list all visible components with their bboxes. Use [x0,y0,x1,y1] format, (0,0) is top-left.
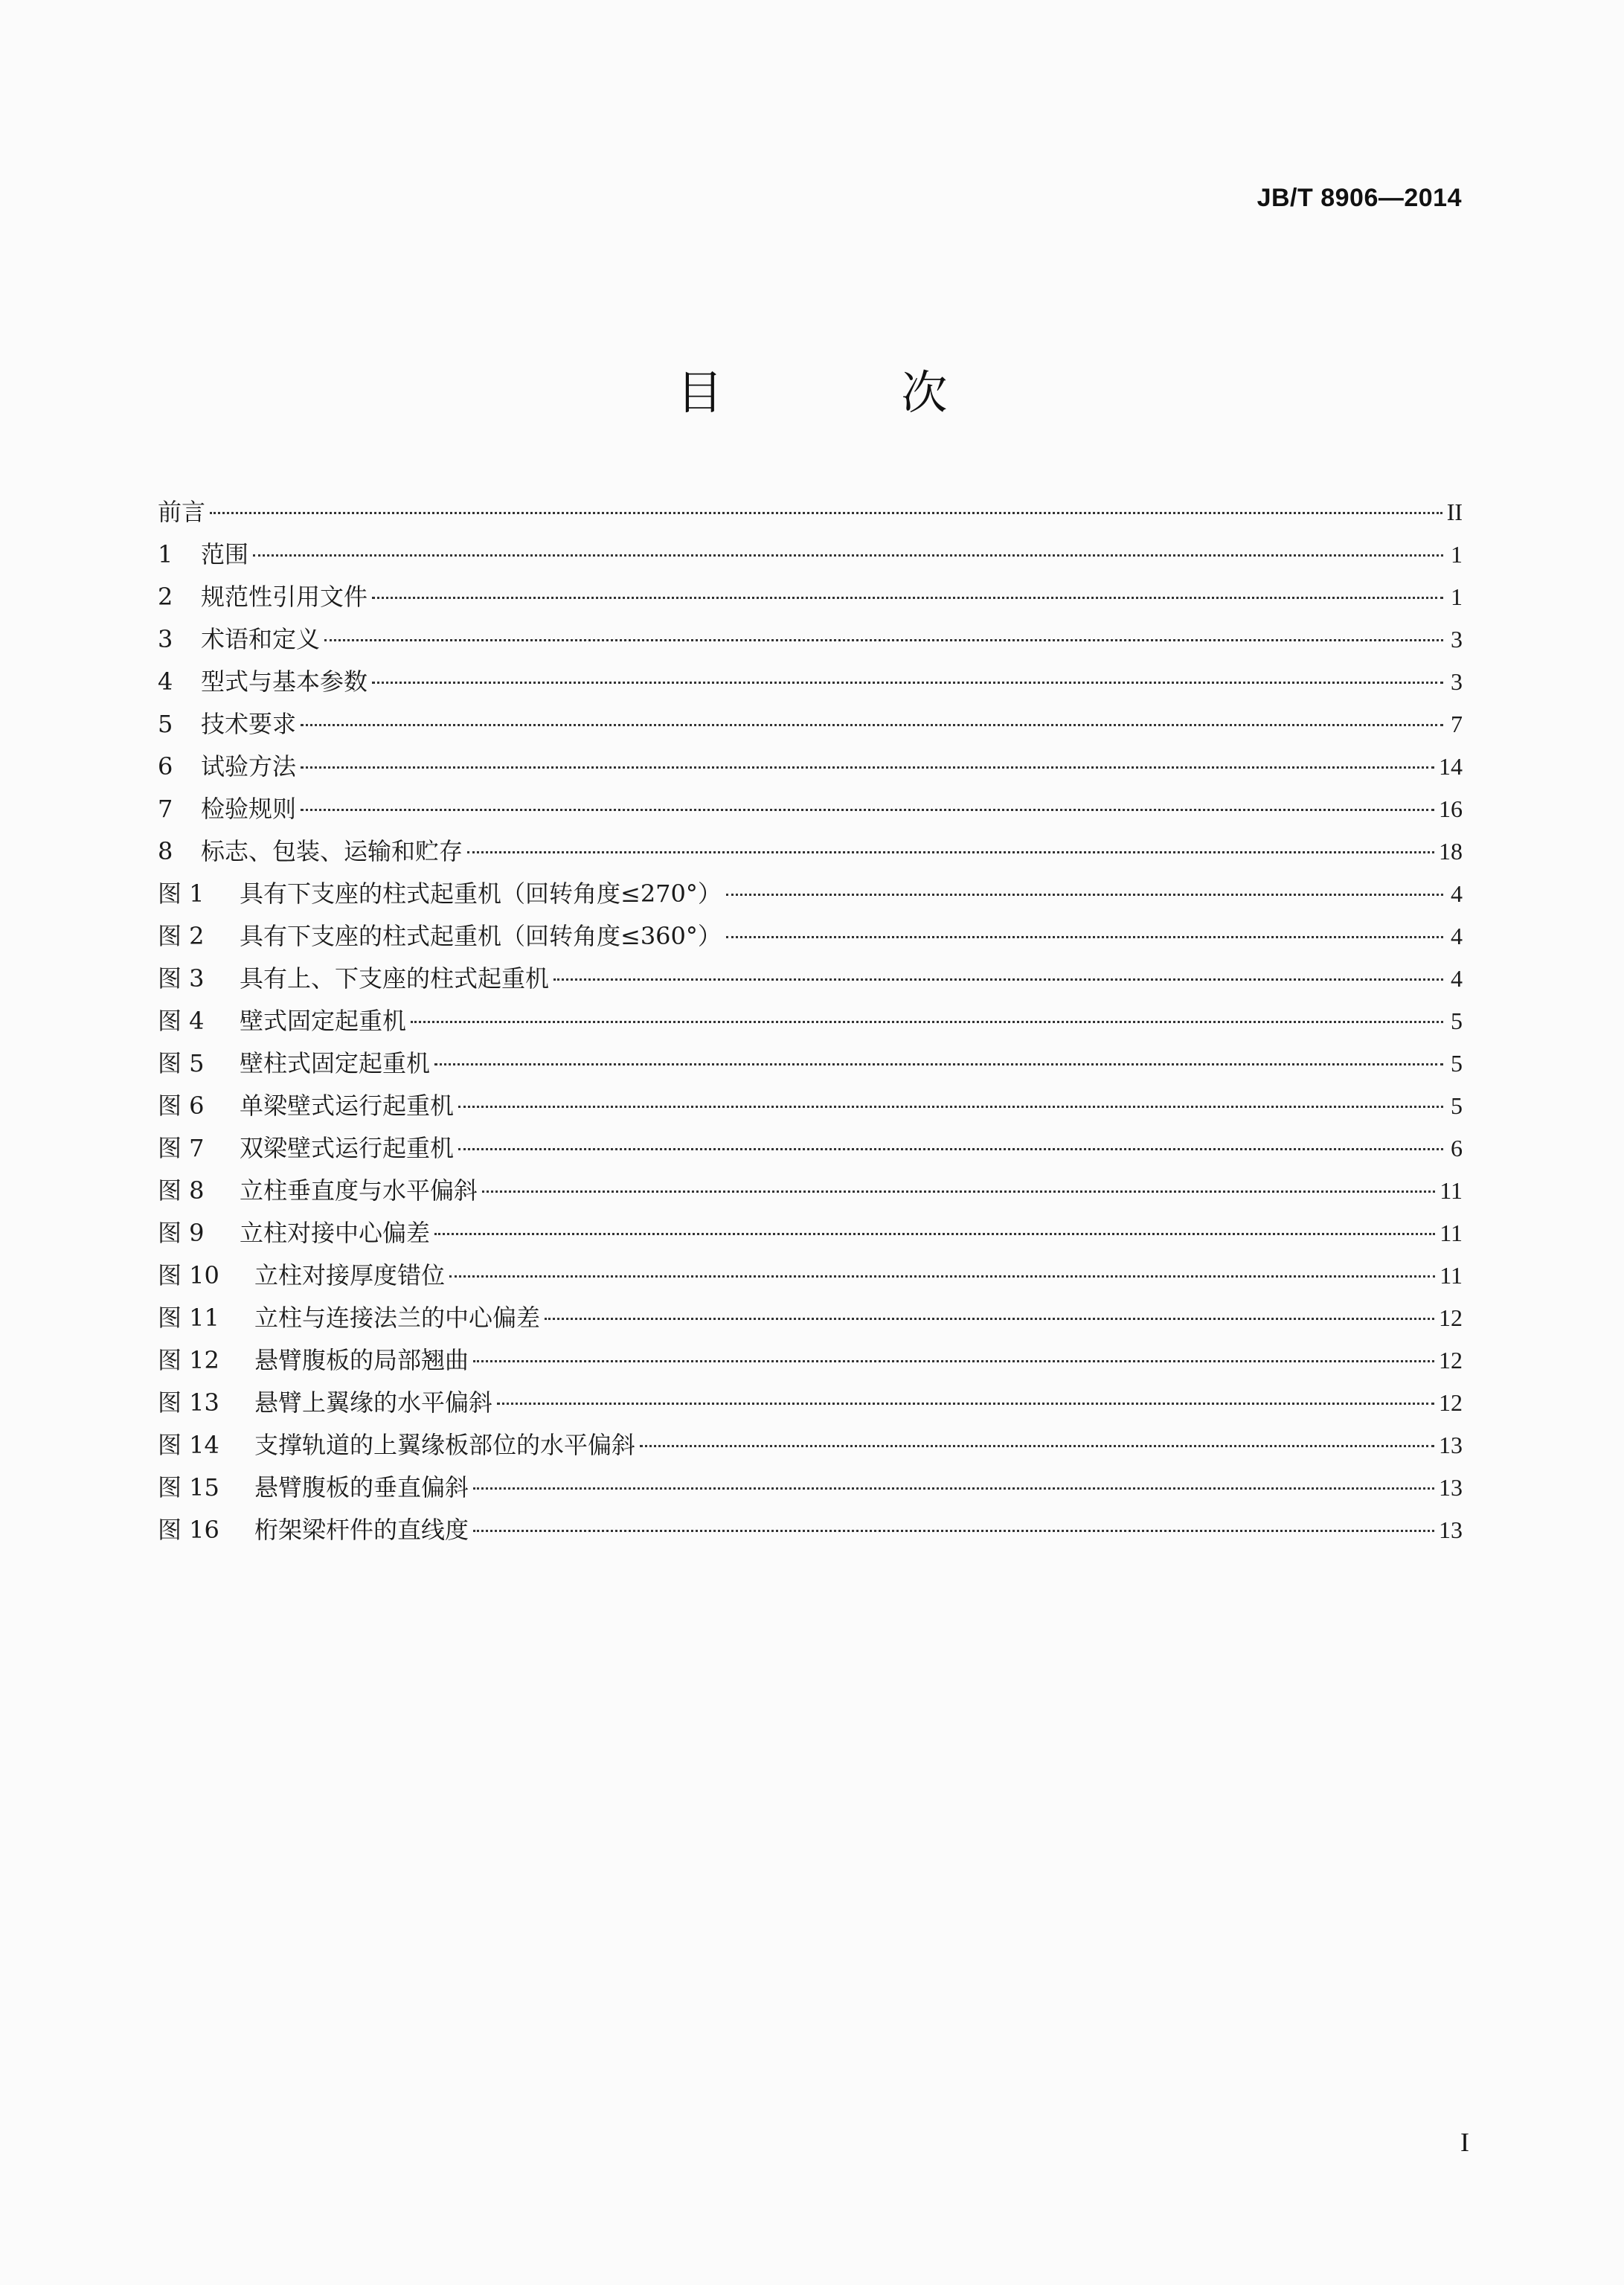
toc-page-number: 4 [1451,923,1463,949]
toc-entry-label-group [158,1297,540,1339]
toc-figure-number: 图 8 [158,1176,205,1205]
toc-entry[interactable] [158,1000,1463,1042]
toc-section-number: 3 [158,625,173,653]
toc-page-number: 5 [1451,1050,1463,1077]
toc-page-number: 12 [1439,1389,1463,1416]
toc-leader-dots [467,851,1434,853]
toc-entry-label-group [158,1254,445,1297]
toc-entry-label-group [158,618,320,661]
toc-leader-dots [473,1530,1434,1532]
toc-entry-label-group [158,533,248,576]
toc-entry-title: 悬臂腹板的垂直偏斜 [254,1473,469,1502]
toc-entry-title: 单梁壁式运行起重机 [240,1092,455,1120]
toc-entry-title: 标志、包装、运输和贮存 [201,837,463,865]
toc-entry-title: 具有下支座的柱式起重机（回转角度≤360°） [240,922,722,950]
toc-leader-dots [372,597,1443,599]
toc-page-number: 11 [1440,1262,1463,1289]
toc-figure-number: 图 9 [158,1219,205,1247]
toc-entry[interactable] [158,1467,1463,1509]
toc-entry-label-group [158,915,722,958]
toc-entry-title: 具有下支座的柱式起重机（回转角度≤270°） [240,879,722,908]
toc-page-number: 5 [1451,1007,1463,1034]
toc-page-number: 3 [1451,626,1463,653]
toc-leader-dots [301,724,1443,726]
toc-entry-title: 试验方法 [201,752,297,781]
toc-entry-label-group [158,873,722,915]
toc-figure-number: 图 11 [158,1304,219,1332]
toc-section-number: 4 [158,667,173,696]
toc-entry-label-group [158,830,463,873]
page-number: I [1460,2127,1469,2157]
toc-entry-title: 技术要求 [201,710,297,738]
toc-entry-title: 双梁壁式运行起重机 [240,1134,455,1162]
toc-page-number: 4 [1451,965,1463,992]
toc-entry-label-group [158,1170,478,1212]
toc-entry[interactable] [158,873,1463,915]
toc-leader-dots [726,894,1443,896]
toc-page-number: 6 [1451,1135,1463,1161]
toc-entry[interactable] [158,661,1463,703]
toc-page-number: 11 [1440,1220,1463,1246]
toc-leader-dots [473,1487,1434,1490]
toc-leader-dots [434,1063,1443,1065]
toc-entry[interactable] [158,1170,1463,1212]
toc-section-number: 5 [158,710,173,738]
toc-page-number: 3 [1451,668,1463,695]
toc-page-number: 13 [1439,1432,1463,1458]
toc-entry[interactable] [158,1254,1463,1297]
toc-figure-number: 图 3 [158,964,205,993]
toc-entry-label-group [158,788,296,830]
toc-leader-dots [449,1275,1435,1278]
toc-entry-label-group [158,1424,635,1467]
toc-figure-number: 图 10 [158,1261,219,1289]
toc-page-number: 12 [1439,1347,1463,1374]
toc-section-number: 6 [158,752,173,781]
toc-leader-dots [553,978,1443,981]
toc-entry-title: 检验规则 [201,795,297,823]
toc-entry-label-group [158,703,296,746]
toc-page-number: 5 [1451,1092,1463,1119]
toc-entry[interactable] [158,1382,1463,1424]
toc-entry-label-group [158,1382,492,1424]
toc-figure-number: 图 15 [158,1473,219,1502]
toc-entry-label-group [158,1509,469,1551]
toc-entry[interactable] [158,576,1463,618]
toc-entry-label-group [158,1212,430,1254]
toc-entry[interactable] [158,1085,1463,1127]
toc-section-number: 8 [158,837,173,865]
toc-entry-title: 支撑轨道的上翼缘板部位的水平偏斜 [254,1431,636,1459]
toc-entry[interactable] [158,1042,1463,1085]
toc-page-number: 12 [1439,1304,1463,1331]
toc-entry[interactable] [158,1509,1463,1551]
toc-entry[interactable] [158,1127,1463,1170]
toc-entry[interactable] [158,1297,1463,1339]
toc-entry-label-group [158,746,296,788]
toc-page-number: 4 [1451,880,1463,907]
toc-entry-label-group [158,491,205,533]
toc-leader-dots [458,1148,1443,1150]
toc-entry[interactable] [158,915,1463,958]
toc-leader-dots [210,512,1442,514]
toc-page-number: 13 [1439,1516,1463,1543]
toc-figure-number: 图 7 [158,1134,205,1162]
toc-section-number: 7 [158,795,173,823]
toc-entry-title: 立柱与连接法兰的中心偏差 [254,1304,541,1332]
toc-entry-label-group [158,661,368,703]
toc-entry-title: 范围 [201,540,249,568]
toc-leader-dots [301,766,1434,769]
toc-figure-number: 图 6 [158,1092,205,1120]
toc-page-number: 18 [1439,838,1463,865]
toc-figure-number: 图 12 [158,1346,219,1374]
toc-entry-title: 悬臂上翼缘的水平偏斜 [254,1388,493,1417]
toc-page-number: 11 [1440,1177,1463,1204]
toc-entry-label-group [158,1127,454,1170]
toc-entry-label-group [158,1339,469,1382]
toc-entry[interactable] [158,958,1463,1000]
toc-entry-title: 前言 [158,498,206,526]
standard-code: JB/T 8906—2014 [1256,184,1462,212]
toc-page-number: 14 [1439,753,1463,780]
toc-figure-number: 图 13 [158,1388,219,1417]
toc-entry-label-group [158,1085,454,1127]
toc-page-number: 1 [1451,541,1463,568]
toc-entry-label-group [158,576,368,618]
toc-figure-number: 图 2 [158,922,205,950]
toc-entry-label-group [158,958,549,1000]
toc-entry-title: 立柱对接中心偏差 [240,1219,431,1247]
toc-entry-title: 壁式固定起重机 [240,1007,407,1035]
table-of-contents [158,491,1463,1551]
toc-figure-number: 图 5 [158,1049,205,1077]
toc-leader-dots [726,936,1443,938]
toc-entry[interactable] [158,1339,1463,1382]
toc-page-number: 16 [1439,795,1463,822]
toc-figure-number: 图 4 [158,1007,205,1035]
toc-section-number: 2 [158,583,173,611]
toc-leader-dots [482,1190,1435,1193]
toc-entry[interactable] [158,830,1463,873]
toc-entry-title: 型式与基本参数 [201,667,368,696]
toc-page-number: 1 [1451,583,1463,610]
toc-entry-title: 立柱对接厚度错位 [254,1261,446,1289]
toc-entry[interactable] [158,533,1463,576]
toc-entry[interactable] [158,703,1463,746]
toc-figure-number: 图 1 [158,879,205,908]
toc-leader-dots [545,1318,1434,1320]
toc-entry-title: 悬臂腹板的局部翘曲 [254,1346,469,1374]
toc-leader-dots [372,682,1443,684]
toc-leader-dots [473,1360,1434,1362]
toc-leader-dots [434,1233,1435,1235]
toc-entry-label-group [158,1000,406,1042]
toc-entry[interactable] [158,1212,1463,1254]
toc-leader-dots [324,639,1443,641]
toc-entry-title: 桁架梁杆件的直线度 [254,1516,469,1544]
toc-entry[interactable] [158,1424,1463,1467]
toc-page-number: II [1446,499,1463,525]
toc-page-number: 7 [1451,711,1463,737]
toc-entry[interactable] [158,618,1463,661]
toc-entry[interactable] [158,491,1463,533]
toc-leader-dots [411,1021,1443,1023]
toc-entry-title: 立柱垂直度与水平偏斜 [240,1176,478,1205]
toc-figure-number: 图 14 [158,1431,219,1459]
toc-leader-dots [497,1403,1434,1405]
toc-entry-title: 具有上、下支座的柱式起重机 [240,964,550,993]
toc-entry-title: 壁柱式固定起重机 [240,1049,431,1077]
toc-section-number: 1 [158,540,173,568]
toc-entry[interactable] [158,746,1463,788]
toc-leader-dots [640,1445,1434,1447]
toc-page-number: 13 [1439,1474,1463,1501]
toc-entry[interactable] [158,788,1463,830]
toc-figure-number: 图 16 [158,1516,219,1544]
toc-entry-label-group [158,1467,469,1509]
toc-leader-dots [458,1106,1443,1108]
toc-leader-dots [301,809,1434,811]
page-title: 目 次 [676,365,1030,420]
toc-entry-label-group [158,1042,430,1085]
toc-entry-title: 规范性引用文件 [201,583,368,611]
toc-entry-title: 术语和定义 [201,625,321,653]
toc-leader-dots [253,554,1443,557]
